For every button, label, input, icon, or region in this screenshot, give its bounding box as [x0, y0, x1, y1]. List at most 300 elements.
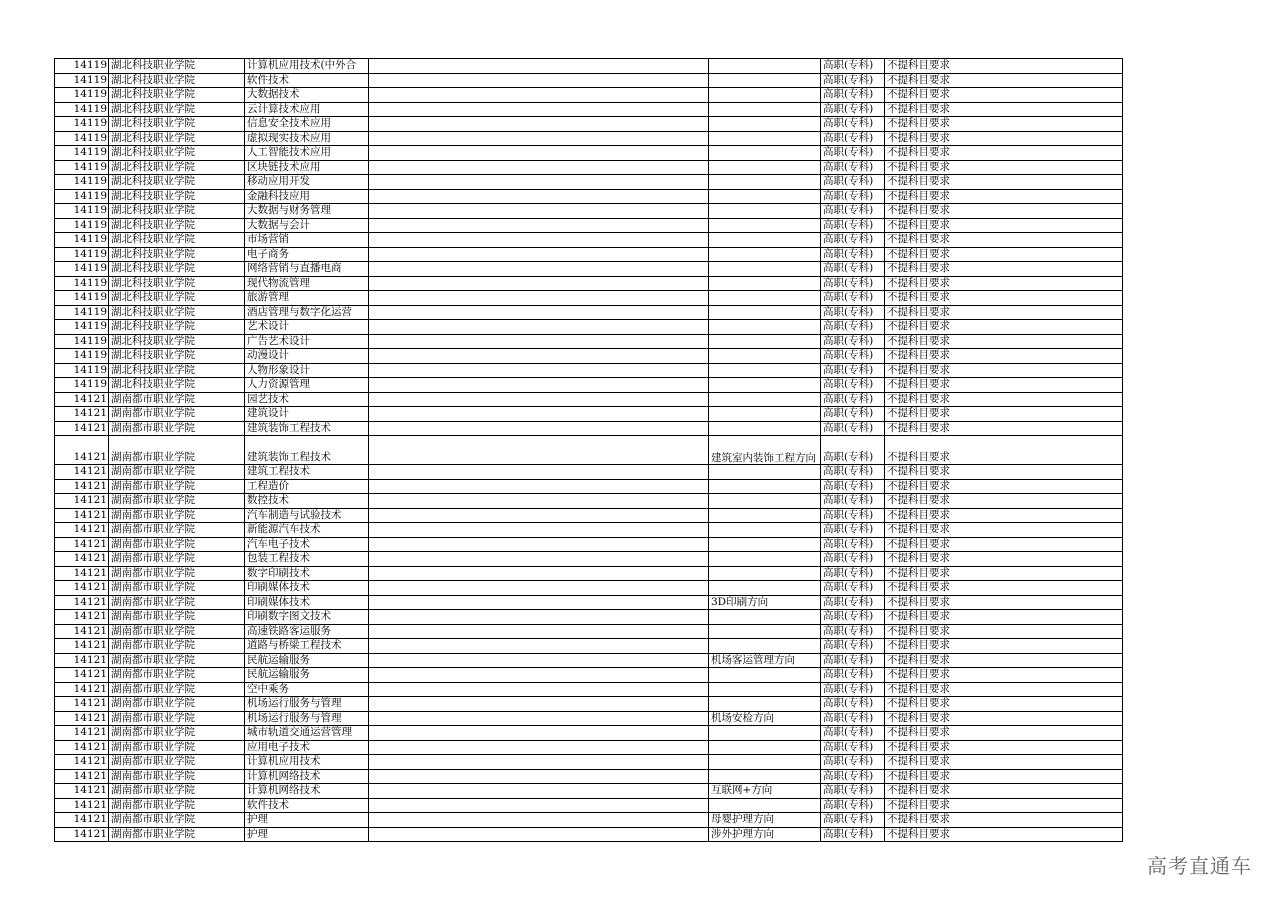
level-cell: 高职(专科) [821, 189, 885, 204]
school-name-cell: 湖南都市职业学院 [109, 581, 245, 596]
school-name-cell: 湖南都市职业学院 [109, 813, 245, 828]
blank-cell [369, 349, 709, 364]
direction-cell [709, 247, 821, 262]
requirement-cell: 不提科目要求 [885, 117, 1123, 132]
requirement-cell: 不提科目要求 [885, 88, 1123, 103]
level-cell: 高职(专科) [821, 726, 885, 741]
level-cell: 高职(专科) [821, 624, 885, 639]
school-code-cell: 14119 [55, 146, 109, 161]
table-row [55, 363, 1123, 378]
school-code-cell: 14121 [55, 740, 109, 755]
requirement-cell: 不提科目要求 [885, 813, 1123, 828]
school-name-cell: 湖北科技职业学院 [109, 247, 245, 262]
major-name-cell: 建筑设计 [245, 407, 369, 422]
direction-cell [709, 204, 821, 219]
direction-cell [709, 682, 821, 697]
school-name-cell: 湖北科技职业学院 [109, 378, 245, 393]
school-code-cell: 14121 [55, 813, 109, 828]
direction-cell [709, 175, 821, 190]
requirement-cell: 不提科目要求 [885, 537, 1123, 552]
school-code-cell: 14121 [55, 479, 109, 494]
direction-cell [709, 566, 821, 581]
requirement-cell: 不提科目要求 [885, 552, 1123, 567]
requirement-cell: 不提科目要求 [885, 784, 1123, 799]
table-row [55, 262, 1123, 277]
requirement-cell: 不提科目要求 [885, 711, 1123, 726]
direction-cell: 互联网+方向 [709, 784, 821, 799]
level-cell: 高职(专科) [821, 682, 885, 697]
major-name-cell: 金融科技应用 [245, 189, 369, 204]
blank-cell [369, 160, 709, 175]
blank-cell [369, 204, 709, 219]
requirement-cell: 不提科目要求 [885, 233, 1123, 248]
major-name-cell: 移动应用开发 [245, 175, 369, 190]
school-name-cell: 湖南都市职业学院 [109, 566, 245, 581]
table-row [55, 523, 1123, 538]
requirement-cell: 不提科目要求 [885, 349, 1123, 364]
requirement-cell: 不提科目要求 [885, 755, 1123, 770]
school-name-cell: 湖南都市职业学院 [109, 711, 245, 726]
table-row [55, 566, 1123, 581]
direction-cell [709, 668, 821, 683]
major-name-cell: 虚拟现实技术应用 [245, 131, 369, 146]
level-cell: 高职(专科) [821, 537, 885, 552]
major-name-cell: 大数据技术 [245, 88, 369, 103]
school-code-cell: 14121 [55, 755, 109, 770]
school-code-cell: 14121 [55, 624, 109, 639]
blank-cell [369, 320, 709, 335]
direction-cell [709, 73, 821, 88]
requirement-cell: 不提科目要求 [885, 595, 1123, 610]
school-code-cell: 14119 [55, 334, 109, 349]
blank-cell [369, 711, 709, 726]
direction-cell [709, 537, 821, 552]
table-row [55, 784, 1123, 799]
major-name-cell: 数字印刷技术 [245, 566, 369, 581]
level-cell: 高职(专科) [821, 421, 885, 436]
blank-cell [369, 131, 709, 146]
school-name-cell: 湖南都市职业学院 [109, 653, 245, 668]
school-code-cell: 14119 [55, 117, 109, 132]
school-name-cell: 湖北科技职业学院 [109, 291, 245, 306]
requirement-cell: 不提科目要求 [885, 102, 1123, 117]
school-name-cell: 湖北科技职业学院 [109, 218, 245, 233]
direction-cell [709, 494, 821, 509]
requirement-cell: 不提科目要求 [885, 334, 1123, 349]
blank-cell [369, 610, 709, 625]
school-code-cell: 14119 [55, 175, 109, 190]
table-row [55, 494, 1123, 509]
table-row [55, 189, 1123, 204]
blank-cell [369, 291, 709, 306]
requirement-cell: 不提科目要求 [885, 262, 1123, 277]
school-code-cell: 14121 [55, 421, 109, 436]
school-name-cell: 湖北科技职业学院 [109, 146, 245, 161]
requirement-cell: 不提科目要求 [885, 204, 1123, 219]
requirement-cell: 不提科目要求 [885, 653, 1123, 668]
blank-cell [369, 726, 709, 741]
major-name-cell: 新能源汽车技术 [245, 523, 369, 538]
requirement-cell: 不提科目要求 [885, 682, 1123, 697]
major-name-cell: 护理 [245, 813, 369, 828]
major-name-cell: 民航运输服务 [245, 668, 369, 683]
table-row [55, 581, 1123, 596]
blank-cell [369, 697, 709, 712]
school-name-cell: 湖南都市职业学院 [109, 537, 245, 552]
direction-cell [709, 407, 821, 422]
direction-cell: 机场客运管理方向 [709, 653, 821, 668]
direction-cell [709, 479, 821, 494]
school-name-cell: 湖南都市职业学院 [109, 755, 245, 770]
table-row [55, 146, 1123, 161]
level-cell: 高职(专科) [821, 233, 885, 248]
level-cell: 高职(专科) [821, 73, 885, 88]
blank-cell [369, 334, 709, 349]
blank-cell [369, 581, 709, 596]
table-row [55, 392, 1123, 407]
school-code-cell: 14119 [55, 363, 109, 378]
blank-cell [369, 552, 709, 567]
direction-cell [709, 798, 821, 813]
direction-cell [709, 305, 821, 320]
requirement-cell: 不提科目要求 [885, 291, 1123, 306]
blank-cell [369, 595, 709, 610]
school-name-cell: 湖南都市职业学院 [109, 697, 245, 712]
level-cell: 高职(专科) [821, 436, 885, 465]
blank-cell [369, 189, 709, 204]
school-code-cell: 14121 [55, 508, 109, 523]
school-name-cell: 湖北科技职业学院 [109, 102, 245, 117]
major-name-cell: 汽车制造与试验技术 [245, 508, 369, 523]
blank-cell [369, 653, 709, 668]
school-name-cell: 湖南都市职业学院 [109, 784, 245, 799]
school-name-cell: 湖北科技职业学院 [109, 131, 245, 146]
school-code-cell: 14119 [55, 305, 109, 320]
table-row [55, 798, 1123, 813]
school-name-cell: 湖南都市职业学院 [109, 479, 245, 494]
direction-cell [709, 291, 821, 306]
school-name-cell: 湖南都市职业学院 [109, 668, 245, 683]
requirement-cell: 不提科目要求 [885, 697, 1123, 712]
school-name-cell: 湖北科技职业学院 [109, 59, 245, 74]
direction-cell [709, 610, 821, 625]
major-name-cell: 包装工程技术 [245, 552, 369, 567]
requirement-cell: 不提科目要求 [885, 73, 1123, 88]
table-row [55, 160, 1123, 175]
direction-cell [709, 697, 821, 712]
table-row [55, 88, 1123, 103]
direction-cell [709, 160, 821, 175]
requirement-cell: 不提科目要求 [885, 436, 1123, 465]
table-row [55, 479, 1123, 494]
school-code-cell: 14121 [55, 537, 109, 552]
direction-cell [709, 523, 821, 538]
major-name-cell: 旅游管理 [245, 291, 369, 306]
major-name-cell: 计算机网络技术 [245, 769, 369, 784]
major-name-cell: 大数据与财务管理 [245, 204, 369, 219]
school-code-cell: 14121 [55, 827, 109, 842]
school-name-cell: 湖北科技职业学院 [109, 117, 245, 132]
major-name-cell: 机场运行服务与管理 [245, 711, 369, 726]
direction-cell [709, 421, 821, 436]
blank-cell [369, 769, 709, 784]
blank-cell [369, 175, 709, 190]
major-name-cell: 高速铁路客运服务 [245, 624, 369, 639]
level-cell: 高职(专科) [821, 668, 885, 683]
blank-cell [369, 102, 709, 117]
direction-cell [709, 349, 821, 364]
level-cell: 高职(专科) [821, 291, 885, 306]
school-code-cell: 14121 [55, 798, 109, 813]
major-name-cell: 城市轨道交通运营管理 [245, 726, 369, 741]
level-cell: 高职(专科) [821, 769, 885, 784]
school-name-cell: 湖南都市职业学院 [109, 407, 245, 422]
direction-cell [709, 131, 821, 146]
table-row [55, 552, 1123, 567]
level-cell: 高职(专科) [821, 160, 885, 175]
school-code-cell: 14121 [55, 697, 109, 712]
school-code-cell: 14119 [55, 131, 109, 146]
requirement-cell: 不提科目要求 [885, 276, 1123, 291]
level-cell: 高职(专科) [821, 378, 885, 393]
requirement-cell: 不提科目要求 [885, 465, 1123, 480]
level-cell: 高职(专科) [821, 334, 885, 349]
table-row [55, 465, 1123, 480]
level-cell: 高职(专科) [821, 363, 885, 378]
table-row [55, 73, 1123, 88]
blank-cell [369, 146, 709, 161]
table-row [55, 813, 1123, 828]
major-name-cell: 人力资源管理 [245, 378, 369, 393]
major-name-cell: 道路与桥梁工程技术 [245, 639, 369, 654]
blank-cell [369, 88, 709, 103]
major-name-cell: 民航运输服务 [245, 653, 369, 668]
requirement-cell: 不提科目要求 [885, 494, 1123, 509]
blank-cell [369, 682, 709, 697]
requirement-cell: 不提科目要求 [885, 421, 1123, 436]
blank-cell [369, 276, 709, 291]
table-row [55, 378, 1123, 393]
major-name-cell: 区块链技术应用 [245, 160, 369, 175]
school-name-cell: 湖北科技职业学院 [109, 320, 245, 335]
school-code-cell: 14119 [55, 160, 109, 175]
requirement-cell: 不提科目要求 [885, 59, 1123, 74]
watermark-text: 高考直通车 [1147, 854, 1252, 878]
requirement-cell: 不提科目要求 [885, 668, 1123, 683]
requirement-cell: 不提科目要求 [885, 378, 1123, 393]
blank-cell [369, 117, 709, 132]
blank-cell [369, 566, 709, 581]
major-name-cell: 印刷数字图文技术 [245, 610, 369, 625]
requirement-cell: 不提科目要求 [885, 305, 1123, 320]
major-name-cell: 人工智能技术应用 [245, 146, 369, 161]
school-code-cell: 14119 [55, 233, 109, 248]
school-name-cell: 湖南都市职业学院 [109, 682, 245, 697]
school-code-cell: 14119 [55, 204, 109, 219]
level-cell: 高职(专科) [821, 697, 885, 712]
school-name-cell: 湖南都市职业学院 [109, 798, 245, 813]
school-name-cell: 湖南都市职业学院 [109, 508, 245, 523]
blank-cell [369, 798, 709, 813]
school-code-cell: 14121 [55, 711, 109, 726]
table-row [55, 59, 1123, 74]
requirement-cell: 不提科目要求 [885, 726, 1123, 741]
school-code-cell: 14121 [55, 610, 109, 625]
level-cell: 高职(专科) [821, 392, 885, 407]
level-cell: 高职(专科) [821, 102, 885, 117]
school-name-cell: 湖北科技职业学院 [109, 305, 245, 320]
major-name-cell: 建筑装饰工程技术 [245, 421, 369, 436]
table-row [55, 233, 1123, 248]
blank-cell [369, 59, 709, 74]
blank-cell [369, 740, 709, 755]
school-name-cell: 湖南都市职业学院 [109, 624, 245, 639]
table-row [55, 247, 1123, 262]
level-cell: 高职(专科) [821, 653, 885, 668]
school-code-cell: 14119 [55, 73, 109, 88]
table-row [55, 755, 1123, 770]
level-cell: 高职(专科) [821, 479, 885, 494]
level-cell: 高职(专科) [821, 175, 885, 190]
direction-cell: 机场安检方向 [709, 711, 821, 726]
blank-cell [369, 465, 709, 480]
school-name-cell: 湖南都市职业学院 [109, 610, 245, 625]
level-cell: 高职(专科) [821, 465, 885, 480]
direction-cell [709, 320, 821, 335]
blank-cell [369, 421, 709, 436]
major-name-cell: 计算机应用技术(中外合 [245, 59, 369, 74]
major-name-cell: 数控技术 [245, 494, 369, 509]
major-name-cell: 动漫设计 [245, 349, 369, 364]
school-name-cell: 湖北科技职业学院 [109, 204, 245, 219]
major-name-cell: 网络营销与直播电商 [245, 262, 369, 277]
blank-cell [369, 639, 709, 654]
school-code-cell: 14119 [55, 320, 109, 335]
major-name-cell: 印刷媒体技术 [245, 581, 369, 596]
blank-cell [369, 363, 709, 378]
school-name-cell: 湖北科技职业学院 [109, 88, 245, 103]
school-code-cell: 14121 [55, 639, 109, 654]
table-row [55, 682, 1123, 697]
level-cell: 高职(专科) [821, 407, 885, 422]
table-row [55, 769, 1123, 784]
level-cell: 高职(专科) [821, 247, 885, 262]
requirement-cell: 不提科目要求 [885, 523, 1123, 538]
school-name-cell: 湖南都市职业学院 [109, 494, 245, 509]
school-name-cell: 湖南都市职业学院 [109, 726, 245, 741]
major-name-cell: 机场运行服务与管理 [245, 697, 369, 712]
direction-cell [709, 189, 821, 204]
blank-cell [369, 479, 709, 494]
major-name-cell: 电子商务 [245, 247, 369, 262]
direction-cell [709, 755, 821, 770]
school-name-cell: 湖南都市职业学院 [109, 769, 245, 784]
requirement-cell: 不提科目要求 [885, 247, 1123, 262]
enrollment-table [54, 58, 1123, 842]
requirement-cell: 不提科目要求 [885, 566, 1123, 581]
school-name-cell: 湖北科技职业学院 [109, 363, 245, 378]
blank-cell [369, 233, 709, 248]
table-row [55, 726, 1123, 741]
major-name-cell: 大数据与会计 [245, 218, 369, 233]
blank-cell [369, 407, 709, 422]
direction-cell: 3D印刷方向 [709, 595, 821, 610]
school-name-cell: 湖北科技职业学院 [109, 175, 245, 190]
level-cell: 高职(专科) [821, 755, 885, 770]
requirement-cell: 不提科目要求 [885, 407, 1123, 422]
blank-cell [369, 436, 709, 465]
level-cell: 高职(专科) [821, 305, 885, 320]
school-name-cell: 湖南都市职业学院 [109, 523, 245, 538]
level-cell: 高职(专科) [821, 813, 885, 828]
blank-cell [369, 378, 709, 393]
requirement-cell: 不提科目要求 [885, 610, 1123, 625]
direction-cell: 涉外护理方向 [709, 827, 821, 842]
direction-cell [709, 88, 821, 103]
major-name-cell: 应用电子技术 [245, 740, 369, 755]
school-name-cell: 湖南都市职业学院 [109, 740, 245, 755]
level-cell: 高职(专科) [821, 595, 885, 610]
blank-cell [369, 392, 709, 407]
school-name-cell: 湖北科技职业学院 [109, 334, 245, 349]
school-name-cell: 湖南都市职业学院 [109, 392, 245, 407]
level-cell: 高职(专科) [821, 59, 885, 74]
major-name-cell: 计算机网络技术 [245, 784, 369, 799]
school-code-cell: 14119 [55, 291, 109, 306]
table-row [55, 117, 1123, 132]
level-cell: 高职(专科) [821, 523, 885, 538]
blank-cell [369, 668, 709, 683]
direction-cell [709, 769, 821, 784]
school-code-cell: 14119 [55, 102, 109, 117]
requirement-cell: 不提科目要求 [885, 798, 1123, 813]
requirement-cell: 不提科目要求 [885, 175, 1123, 190]
direction-cell: 母婴护理方向 [709, 813, 821, 828]
table-row [55, 610, 1123, 625]
school-code-cell: 14121 [55, 436, 109, 465]
school-code-cell: 14119 [55, 189, 109, 204]
school-code-cell: 14119 [55, 59, 109, 74]
blank-cell [369, 262, 709, 277]
school-name-cell: 湖北科技职业学院 [109, 233, 245, 248]
major-name-cell: 信息安全技术应用 [245, 117, 369, 132]
school-code-cell: 14119 [55, 88, 109, 103]
level-cell: 高职(专科) [821, 88, 885, 103]
requirement-cell: 不提科目要求 [885, 769, 1123, 784]
school-code-cell: 14121 [55, 407, 109, 422]
school-code-cell: 14119 [55, 378, 109, 393]
school-code-cell: 14121 [55, 392, 109, 407]
school-name-cell: 湖北科技职业学院 [109, 73, 245, 88]
requirement-cell: 不提科目要求 [885, 363, 1123, 378]
blank-cell [369, 523, 709, 538]
requirement-cell: 不提科目要求 [885, 189, 1123, 204]
major-name-cell: 护理 [245, 827, 369, 842]
table-row [55, 421, 1123, 436]
level-cell: 高职(专科) [821, 320, 885, 335]
direction-cell [709, 581, 821, 596]
table-row [55, 276, 1123, 291]
direction-cell [709, 552, 821, 567]
table-row [55, 175, 1123, 190]
major-name-cell: 软件技术 [245, 798, 369, 813]
major-name-cell: 云计算技术应用 [245, 102, 369, 117]
level-cell: 高职(专科) [821, 566, 885, 581]
direction-cell [709, 726, 821, 741]
school-name-cell: 湖南都市职业学院 [109, 552, 245, 567]
major-name-cell: 建筑装饰工程技术 [245, 436, 369, 465]
blank-cell [369, 218, 709, 233]
